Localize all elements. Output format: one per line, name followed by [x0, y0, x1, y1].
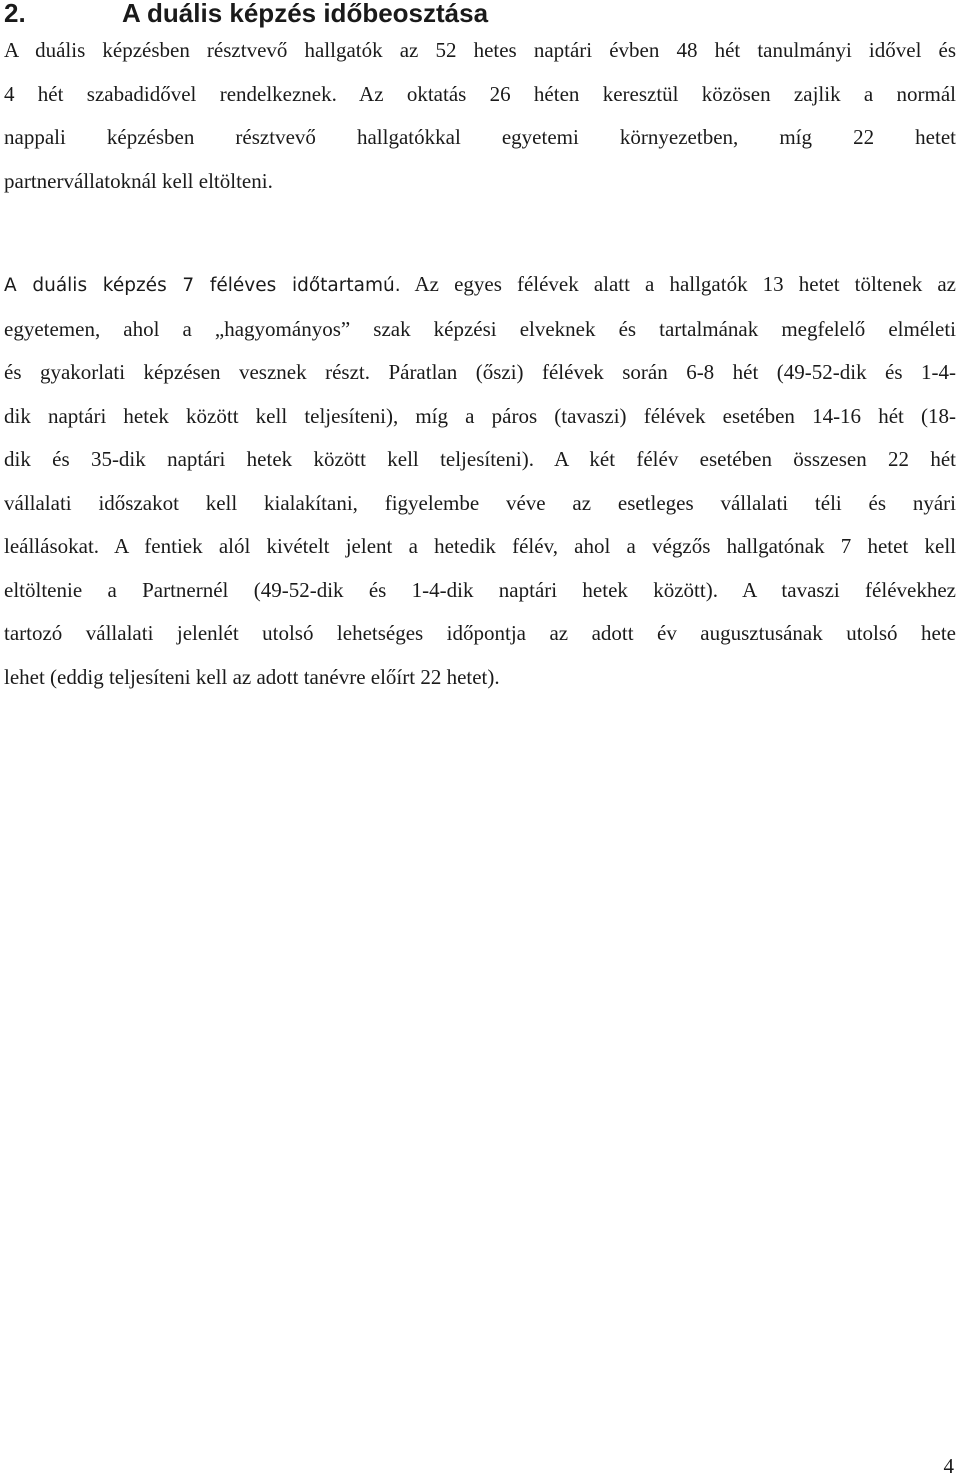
paragraph-line: lehet (eddig teljesíteni kell az adott tanévre előírt 22 hetet).	[4, 664, 500, 689]
intro-paragraph	[4, 29, 956, 203]
page-number: 4	[943, 1454, 954, 1478]
paragraph-line: dik és 35-dik naptári hetek között kell teljesíteni). A két félév esetében összesen 22 hét	[4, 447, 956, 471]
paragraph-line: partnervállatoknál kell eltölteni.	[4, 168, 273, 193]
section-title: A duális képzés időbeosztása	[122, 0, 489, 28]
paragraph-line: egyetemen, ahol a „hagyományos” szak képzési elveknek és tartalmának megfelelő elméleti	[4, 316, 956, 341]
paragraph-line: 4 hét szabadidővel rendelkeznek. Az oktatás 26 héten keresztül közösen zajlik a normál	[4, 81, 956, 106]
section-number: 2.	[4, 0, 26, 28]
paragraph-line: dik naptári hetek között kell teljesíteni), míg a páros (tavaszi) félévek esetében 14-16 hét (18-	[4, 403, 956, 428]
paragraph-line: tartozó vállalati jelenlét utolsó lehetséges időpontja az adott év augusztusának utolsó hete	[4, 621, 956, 645]
paragraph-line: és gyakorlati képzésen vesznek részt. Páratlan (őszi) félévek során 6-8 hét (49-52-dik és 1-4-	[4, 360, 956, 384]
paragraph-line	[4, 263, 956, 308]
section-heading	[4, 0, 488, 29]
paragraph-line: A duális képzésben résztvevő hallgatók az 52 hetes naptári évben 48 hét tanulmányi idővel és	[4, 38, 956, 62]
paragraph-line: nappali képzésben résztvevő hallgatókkal egyetemi környezetben, míg 22 hetet	[4, 125, 956, 149]
paragraph-line-text: Az egyes félévek alatt a hallgatók 13 hetet töltenek az	[400, 272, 956, 296]
paragraph-line: eltöltenie a Partnernél (49-52-dik és 1-4-dik naptári hetek között). A tavaszi félévekhez	[4, 577, 956, 602]
paragraph-line: vállalati időszakot kell kialakítani, figyelembe véve az esetleges vállalati téli és nyári	[4, 490, 956, 515]
paragraph-line: leállásokat. A fentiek alól kivételt jelent a hetedik félév, ahol a végzős hallgatónak 7 hetet kell	[4, 534, 956, 558]
duration-sentence: A duális képzés 7 féléves időtartamú.	[4, 275, 401, 296]
schedule-paragraph	[4, 263, 956, 699]
